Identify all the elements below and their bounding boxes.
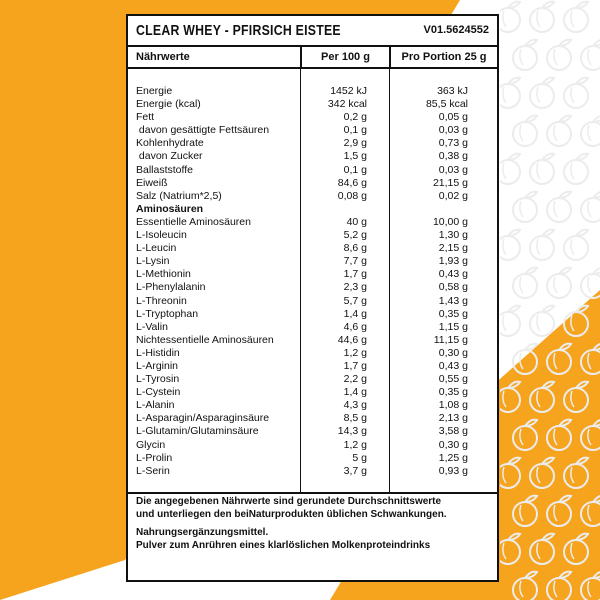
- peach-icon: [564, 154, 588, 184]
- value-per-portion: 3,58 g: [438, 425, 468, 438]
- nutrient-name: L-Alanin: [136, 399, 175, 412]
- value-per-100g: 342 kcal: [327, 98, 367, 111]
- value-per-100g: 5,2 g: [343, 229, 367, 242]
- peach-icon: [547, 268, 571, 298]
- table-row: [128, 347, 497, 360]
- peach-icon: [500, 306, 520, 336]
- footer-text: Die angegebenen Nährwerte sind gerundete Durchschnittswerte: [136, 496, 442, 507]
- peach-icon: [500, 458, 520, 488]
- peach-icon: [500, 2, 520, 32]
- peach-icon: [513, 116, 537, 146]
- peach-icon: [513, 420, 537, 450]
- table-row: [128, 242, 497, 255]
- peach-icon: [581, 40, 600, 70]
- value-per-100g: 8,6 g: [343, 242, 367, 255]
- table-row: [128, 281, 497, 294]
- value-per-100g: 4,3 g: [343, 399, 367, 412]
- value-per-portion: 1,15 g: [438, 320, 468, 333]
- value-per-100g: 4,6 g: [343, 320, 367, 333]
- peach-icon: [547, 572, 571, 600]
- peach-icon: [530, 534, 554, 564]
- value-per-portion: 1,93 g: [438, 255, 468, 268]
- value-per-100g: 44,6 g: [337, 333, 367, 346]
- column-header-nutrient: Nährwerte: [128, 47, 300, 69]
- value-per-portion: 1,30 g: [438, 229, 468, 242]
- peach-icon: [581, 344, 600, 374]
- value-per-100g: 2,2 g: [343, 373, 367, 386]
- value-per-portion: 0,05 g: [438, 111, 468, 124]
- value-per-portion: 0,03 g: [438, 124, 468, 137]
- peach-icon: [581, 192, 600, 222]
- peach-icon: [500, 78, 520, 108]
- peach-icon: [530, 306, 554, 336]
- value-per-portion: 10,00 g: [432, 215, 468, 228]
- value-per-100g: 1,4 g: [343, 307, 367, 320]
- table-row: [128, 164, 497, 177]
- table-row: [128, 360, 497, 373]
- nutrient-name: Fett: [136, 111, 155, 124]
- value-per-portion: 0,35 g: [438, 307, 468, 320]
- peach-icon: [547, 344, 571, 374]
- nutrient-name: L-Cystein: [136, 386, 181, 399]
- nutrient-name: L-Histidin: [136, 346, 180, 359]
- peach-icon: [530, 2, 554, 32]
- value-per-100g: 1,2 g: [343, 346, 367, 359]
- value-per-100g: 0,1 g: [343, 163, 367, 176]
- table-row: [128, 386, 497, 399]
- value-per-portion: 0,38 g: [438, 150, 468, 163]
- peach-icon: [513, 192, 537, 222]
- column-header-per-portion: Pro Portion 25 g: [389, 47, 497, 69]
- peach-icon: [581, 116, 600, 146]
- nutrient-name: Essentielle Aminosäuren: [136, 215, 251, 228]
- table-row: [128, 465, 497, 478]
- column-header-per-100g: Per 100 g: [300, 47, 389, 69]
- value-per-portion: 85,5 kcal: [425, 98, 468, 111]
- table-row: [128, 412, 497, 425]
- peach-icon: [513, 344, 537, 374]
- peach-icon: [530, 154, 554, 184]
- peach-icon: [547, 116, 571, 146]
- value-per-portion: 0,43 g: [438, 359, 468, 372]
- nutrient-name: Nichtessentielle Aminosäuren: [136, 333, 274, 346]
- table-row: [128, 439, 497, 452]
- value-per-portion: 0,58 g: [438, 281, 468, 294]
- peach-icon: [564, 382, 588, 412]
- nutrient-name: L-Methionin: [136, 268, 191, 281]
- nutrient-name: L-Arginin: [136, 359, 179, 372]
- product-code: V01.5624552: [423, 24, 489, 36]
- nutrient-name: Ballaststoffe: [136, 163, 194, 176]
- table-row: [128, 177, 497, 190]
- peach-icon: [513, 40, 537, 70]
- value-per-100g: 8,5 g: [343, 412, 367, 425]
- table-row: [128, 268, 497, 281]
- table-row: [128, 137, 497, 150]
- nutrient-name: L-Leucin: [136, 242, 177, 255]
- nutrient-name: L-Prolin: [136, 451, 173, 464]
- nutrient-name: L-Tyrosin: [136, 373, 180, 386]
- peach-icon: [581, 496, 600, 526]
- value-per-100g: 1,4 g: [343, 386, 367, 399]
- value-per-portion: 0,30 g: [438, 438, 468, 451]
- nutrient-name: Salz (Natrium*2,5): [136, 189, 222, 202]
- table-row: [128, 150, 497, 163]
- footer-text: Nahrungsergänzungsmittel.: [136, 527, 269, 538]
- peach-icon: [581, 420, 600, 450]
- peach-icon: [564, 306, 588, 336]
- peach-icon: [513, 572, 537, 600]
- nutrient-name: L-Phenylalanin: [136, 281, 206, 294]
- peach-icon: [513, 268, 537, 298]
- footer-text: und unterliegen den beiNaturprodukten üblichen Schwankungen.: [136, 508, 447, 520]
- table-row: [128, 452, 497, 465]
- nutrient-name: Glycin: [136, 438, 166, 451]
- value-per-portion: 1,43 g: [438, 294, 468, 307]
- table-row: [128, 229, 497, 242]
- nutrient-name: L-Lysin: [136, 255, 170, 268]
- value-per-100g: 1,2 g: [343, 438, 367, 451]
- value-per-100g: 1,5 g: [343, 150, 367, 163]
- value-per-100g: 40 g: [346, 215, 367, 228]
- value-per-portion: 11,15 g: [433, 333, 468, 346]
- value-per-portion: 21,15 g: [432, 176, 468, 189]
- value-per-100g: 1,7 g: [343, 359, 367, 372]
- footer-text: Pulver zum Anrühren eines klarlöslichen Molkenproteindrinks: [136, 539, 431, 551]
- peach-icon: [547, 40, 571, 70]
- peach-icon: [547, 496, 571, 526]
- table-row: [128, 295, 497, 308]
- table-row: [128, 85, 497, 98]
- value-per-100g: 84,6 g: [337, 176, 367, 189]
- nutrient-name: Kohlenhydrate: [136, 137, 204, 150]
- value-per-100g: 0,1 g: [343, 124, 367, 137]
- table-row: [128, 399, 497, 412]
- peach-icon: [547, 192, 571, 222]
- peach-icon-pattern: [500, 0, 600, 600]
- product-name: CLEAR WHEY - PFIRSICH EISTEE: [136, 22, 341, 39]
- peach-icon: [500, 534, 520, 564]
- label-footer: [136, 496, 491, 552]
- value-per-100g: 0,08 g: [337, 189, 367, 202]
- peach-icon: [500, 154, 520, 184]
- value-per-portion: 0,35 g: [438, 386, 468, 399]
- value-per-portion: 0,93 g: [438, 464, 468, 477]
- table-row: [128, 98, 497, 111]
- value-per-portion: 2,15 g: [438, 242, 468, 255]
- value-per-100g: 7,7 g: [343, 255, 367, 268]
- peach-icon: [564, 458, 588, 488]
- value-per-portion: 1,25 g: [438, 451, 468, 464]
- peach-icon: [564, 230, 588, 260]
- value-per-portion: 0,73 g: [438, 137, 468, 150]
- value-per-portion: 363 kJ: [437, 85, 468, 97]
- nutrient-name: L-Tryptophan: [136, 307, 199, 320]
- nutrient-name: L-Asparagin/Asparaginsäure: [136, 412, 270, 425]
- value-per-100g: 0,2 g: [343, 111, 367, 124]
- value-per-100g: 1,7 g: [343, 268, 367, 281]
- value-per-100g: 2,3 g: [343, 281, 367, 294]
- value-per-100g: 14,3 g: [337, 425, 367, 438]
- peach-icon: [530, 78, 554, 108]
- table-row: [128, 373, 497, 386]
- table-row: [128, 190, 497, 203]
- value-per-100g: 5,7 g: [343, 294, 367, 307]
- table-row: [128, 425, 497, 438]
- table-row: [128, 321, 497, 334]
- value-per-portion: 0,30 g: [438, 346, 468, 359]
- nutrition-label: [126, 14, 499, 582]
- table-row: [128, 334, 497, 347]
- table-row: [128, 255, 497, 268]
- value-per-portion: 2,13 g: [438, 412, 468, 425]
- value-per-100g: 5 g: [352, 451, 367, 464]
- table-row: [128, 111, 497, 124]
- peach-icon: [513, 496, 537, 526]
- nutrition-table-body: [128, 69, 497, 494]
- peach-icon: [500, 230, 520, 260]
- nutrient-name: L-Serin: [136, 464, 170, 477]
- peach-icon: [530, 458, 554, 488]
- peach-icon: [564, 78, 588, 108]
- peach-icon: [564, 2, 588, 32]
- peach-icon: [530, 382, 554, 412]
- nutrient-name: Energie (kcal): [136, 98, 201, 111]
- nutrient-name: Energie: [136, 85, 173, 97]
- value-per-portion: 0,03 g: [438, 163, 468, 176]
- table-row: [128, 203, 497, 216]
- nutrient-name: L-Valin: [136, 320, 168, 333]
- value-per-100g: 3,7 g: [343, 464, 367, 477]
- peach-icon: [581, 572, 600, 600]
- nutrient-name: L-Threonin: [136, 294, 187, 307]
- peach-icon: [564, 534, 588, 564]
- peach-icon: [500, 382, 520, 412]
- label-header: [128, 16, 497, 47]
- value-per-portion: 1,08 g: [438, 399, 468, 412]
- value-per-portion: 0,43 g: [438, 268, 468, 281]
- nutrient-name: Eiweiß: [136, 176, 168, 189]
- nutrient-name: davon Zucker: [136, 150, 203, 163]
- peach-icon: [581, 268, 600, 298]
- peach-icon: [547, 420, 571, 450]
- nutrient-name: davon gesättigte Fettsäuren: [136, 124, 270, 137]
- value-per-100g: 1452 kJ: [330, 85, 367, 97]
- value-per-portion: 0,55 g: [438, 373, 468, 386]
- value-per-100g: 2,9 g: [343, 137, 367, 150]
- table-row: [128, 124, 497, 137]
- peach-icon: [530, 230, 554, 260]
- value-per-portion: 0,02 g: [438, 189, 468, 202]
- table-row: [128, 308, 497, 321]
- nutrient-name: L-Glutamin/Glutaminsäure: [136, 425, 259, 438]
- nutrient-name: L-Isoleucin: [136, 229, 187, 242]
- nutrient-name: Aminosäuren: [136, 202, 204, 215]
- table-row: [128, 216, 497, 229]
- nutrition-rows: [128, 85, 497, 478]
